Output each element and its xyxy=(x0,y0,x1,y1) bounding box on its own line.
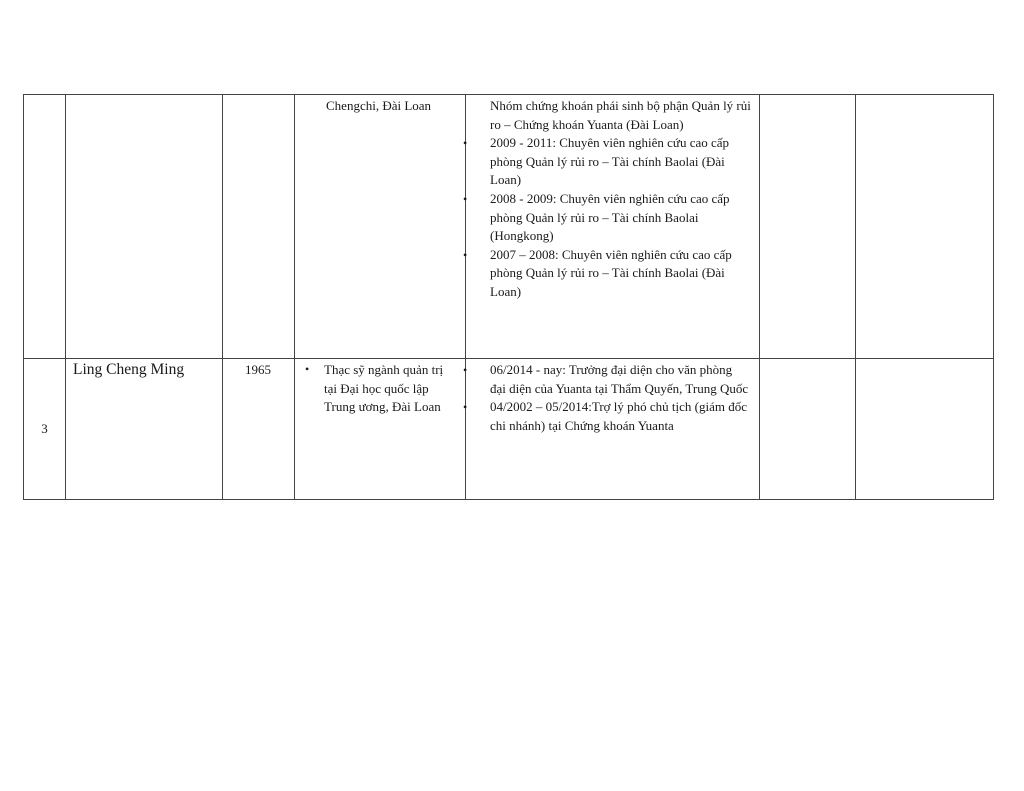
bullet-icon: • xyxy=(463,191,468,206)
number-cell: 3 xyxy=(24,359,66,500)
list-item: • Thạc sỹ ngành quản trị tại Đại học quốc lập Trung ương, Đài Loan xyxy=(305,362,444,415)
empty-cell xyxy=(760,359,856,500)
empty-cell xyxy=(856,359,994,500)
person-name: Ling Cheng Ming xyxy=(73,361,185,378)
experience-list xyxy=(463,134,751,301)
year-cell xyxy=(223,95,295,359)
list-item: • 2009 - 2011: Chuyên viên nghiên cứu cao cấp phòng Quản lý rủi ro – Tài chính Baolai (Đài Loan) xyxy=(463,135,730,188)
bullet-icon: • xyxy=(305,362,310,376)
number-cell xyxy=(24,95,66,359)
list-item: • 2008 - 2009: Chuyên viên nghiên cứu cao cấp phòng Quản lý rủi ro – Tài chính Baolai (Hongkong) xyxy=(463,190,730,244)
name-cell xyxy=(66,359,223,500)
list-item: • 04/2002 – 05/2014:Trợ lý phó chủ tịch (giám đốc chi nhánh) tại Chứng khoán Yuanta xyxy=(463,399,747,433)
table-row xyxy=(24,359,994,500)
year-cell xyxy=(223,359,295,500)
birth-year: 1965 xyxy=(245,362,271,377)
education-list xyxy=(295,361,459,417)
list-item: • 06/2014 - nay: Trưởng đại diện cho văn phòng đại diện của Yuanta tại Thẩm Quyến, Trung Quốc xyxy=(463,362,749,396)
bullet-icon: • xyxy=(463,247,468,262)
list-item: • 2007 – 2008: Chuyên viên nghiên cứu cao cấp phòng Quản lý rủi ro – Tài chính Baolai (Đài Loan) xyxy=(463,246,732,299)
bullet-icon: • xyxy=(463,363,468,377)
bullet-icon: • xyxy=(463,400,468,415)
education-continuation: Chengchi, Đài Loan xyxy=(326,98,432,113)
empty-cell xyxy=(856,95,994,359)
experience-list xyxy=(463,361,751,435)
experience-continuation: Nhóm chứng khoán phái sinh bộ phận Quản lý rủi ro – Chứng khoán Yuanta (Đài Loan) xyxy=(490,98,751,132)
bullet-icon: • xyxy=(463,136,468,151)
education-cell xyxy=(295,95,466,359)
table-row xyxy=(24,95,994,359)
empty-cell xyxy=(760,95,856,359)
education-cell xyxy=(295,359,466,500)
name-cell xyxy=(66,95,223,359)
personnel-table xyxy=(23,94,994,500)
experience-cell xyxy=(463,359,760,500)
experience-cell xyxy=(463,95,760,359)
